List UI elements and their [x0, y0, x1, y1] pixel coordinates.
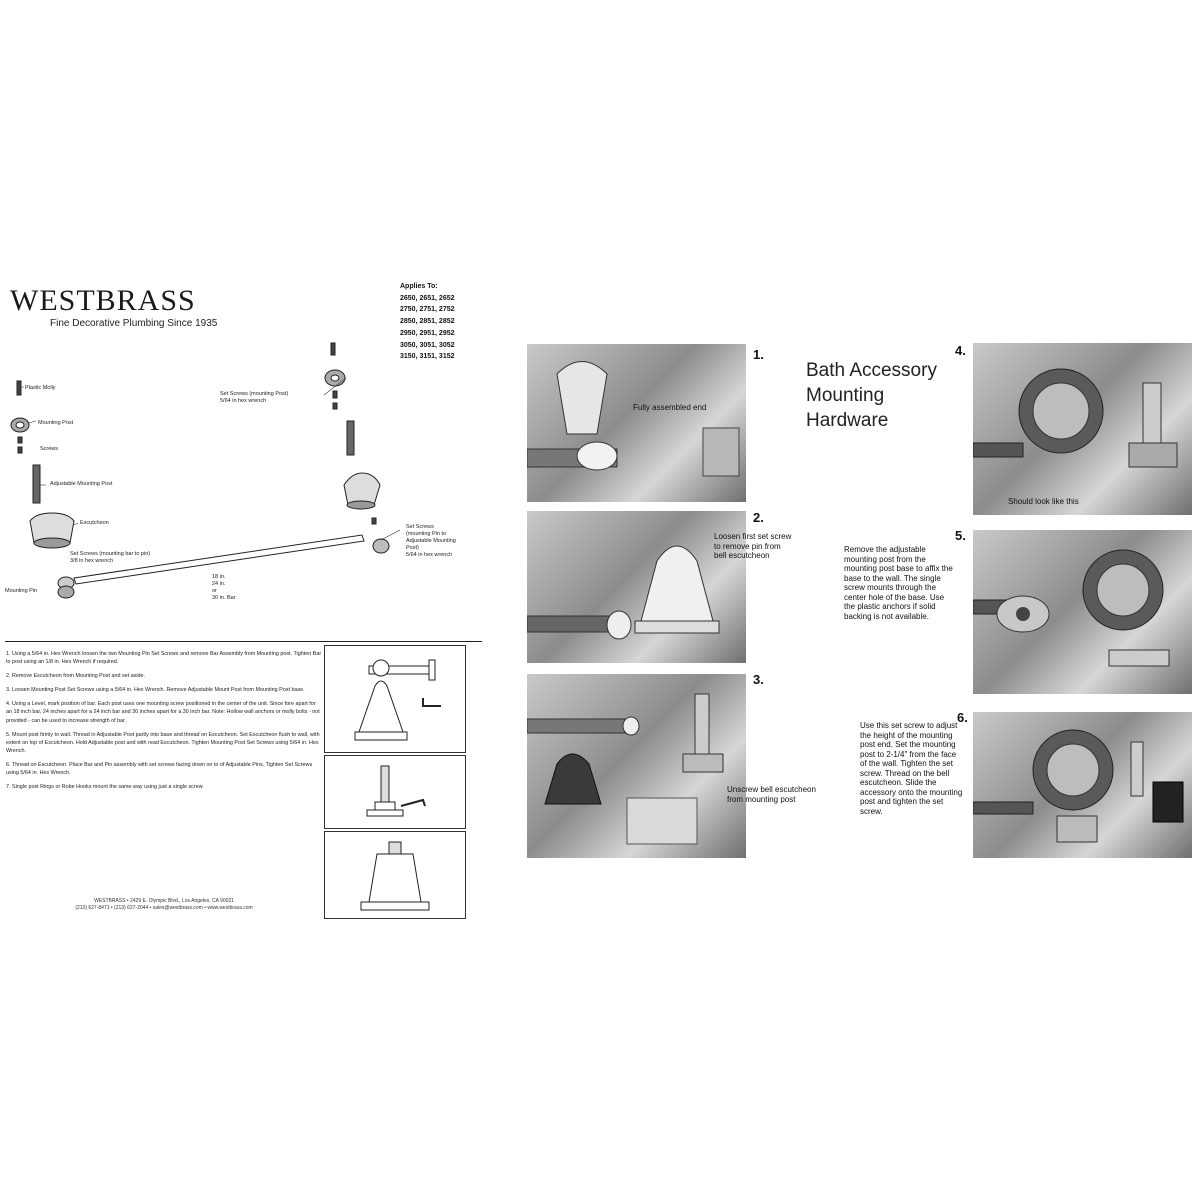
footer-address: WESTBRASS • 2429 E. Olympic Blvd., Los Angeles, CA 90021 — [94, 898, 234, 904]
illustration-box-1 — [324, 645, 466, 753]
instruction-steps — [6, 650, 322, 797]
label-line: (mounting Pin to — [406, 531, 447, 537]
bell-with-bar-illustration — [325, 646, 465, 752]
label-line: Set Screws (mounting bar to pin) — [70, 551, 151, 557]
label-line: Set Screws (mounting Post) — [220, 391, 289, 397]
label-set-screws-bar — [70, 551, 150, 565]
label-line: 5/64 in hex wrench — [406, 552, 453, 558]
label-set-screws-top — [220, 391, 288, 405]
caption-step-6: Use this set screw to adjust the height of the mounting post end. Set the mounting post to 2-1/4" from the face of the wall. Tighten the set screw. Thread on the bell escutcheon. Slide the accessory onto the mounting post and tighten the set screw. — [860, 721, 963, 816]
model-line: 2650, 2651, 2652 — [400, 294, 455, 302]
label-line: Set Screws — [406, 524, 434, 530]
step-text: 5. Mount post firmly to wall. Thread in Adjustable Post partly into base and thread on Escutcheon. Set Escutcheon flush to wall, with extent on top of Escutcheon. Hold Adjustable post and with read Escutcheon. Tighten Mounting Post Set Screws using 5/64 in. Hex Wrench. — [6, 731, 320, 754]
illustration-box-2 — [324, 755, 466, 829]
caption-line: Unscrew bell escutcheon — [727, 785, 816, 794]
company-footer — [6, 898, 322, 912]
disassembled-parts-illustration — [973, 343, 1192, 515]
brand-tagline: Fine Decorative Plumbing Since 1935 — [50, 318, 218, 329]
label-screws: Screws — [40, 446, 59, 452]
photo-step-1 — [527, 344, 746, 502]
brand-name: WESTBRASS — [10, 284, 196, 317]
label-mounting-post: Mounting Post — [38, 420, 74, 426]
step-text: 3. Loosen Mounting Post Set Screws using a 5/64 in. Hex Wrench. Remove Adjustable Mount Post from Mounting Post base. — [6, 687, 305, 694]
caption-step-5: Remove the adjustable mounting post from the mounting post base to affix the base to the wall. The single screw mounts through the center hole of the base. Use the plastic anchors if solid backing is not available. — [844, 545, 953, 621]
caption-step-2 — [714, 532, 791, 561]
label-escutcheon: Escutcheon — [80, 520, 109, 526]
label-line: or — [212, 588, 217, 594]
title-line: Hardware — [806, 410, 889, 431]
caption-line: Loosen first set screw — [714, 532, 792, 541]
model-line: 2850, 2851, 2852 — [400, 318, 455, 326]
model-line: 2950, 2951, 2952 — [400, 329, 455, 337]
height-adjust-illustration — [973, 712, 1192, 858]
step-text: 6. Thread on Escutcheon. Place Bar and Pin assembly with set screws facing down on to of Adjustable Pins. Tighten Set Screws using 5/64 in. Hex Wrench. — [6, 761, 313, 777]
label-line: Adjustable Mounting — [406, 538, 456, 544]
unscrew-escutcheon-illustration — [527, 674, 746, 858]
label-mounting-pin: Mounting Pin — [5, 588, 38, 594]
left-assembly-drawing — [11, 381, 74, 598]
label-bar-sizes — [212, 574, 236, 602]
model-line: 3150, 3151, 3152 — [400, 353, 455, 361]
step-number-5: 5. — [955, 528, 966, 543]
photo-step-6 — [973, 712, 1192, 858]
label-adjustable-post: Adjustable Mounting Post — [50, 481, 113, 487]
step-text: 7. Single post Rings or Robe Hooks mount the same way using just a single screw. — [6, 784, 204, 791]
label-line: 3/8 in hex wrench — [70, 558, 114, 564]
adjustable-post-illustration — [325, 756, 465, 828]
caption-step-3 — [727, 785, 816, 804]
step-number-1: 1. — [753, 347, 764, 362]
label-line: 18 in. — [212, 574, 226, 580]
title-line: Bath Accessory — [806, 360, 937, 381]
illustration-box-3 — [324, 831, 466, 919]
model-line: 3050, 3051, 3052 — [400, 341, 455, 349]
caption-line: bell escutcheon — [714, 551, 770, 560]
step-number-2: 2. — [753, 510, 764, 525]
step-number-4: 4. — [955, 343, 966, 358]
section-divider — [5, 641, 482, 642]
label-set-screws-right — [406, 524, 456, 559]
caption-step-1: Fully assembled end — [633, 403, 707, 412]
step-text: 1. Using a 5/64 in. Hex Wrench loosen the two Mounting Pin Set Screws and remove Bar Assembly from Mounting post. Tighten Bar to post using an 1/8 in. Hex Wrench if required. — [6, 651, 322, 666]
title-line: Mounting — [806, 385, 885, 406]
caption-line: to remove pin from — [714, 541, 781, 551]
applies-heading: Applies To: — [400, 283, 438, 290]
escutcheon-illustration — [325, 832, 465, 918]
caption-step-4: Should look like this — [1008, 497, 1079, 506]
right-assembly-drawing — [325, 343, 389, 553]
label-line: 30 in. Bar — [212, 595, 236, 601]
photo-step-4 — [973, 343, 1192, 515]
label-line: 5/64 in hex wrench — [220, 398, 267, 404]
label-line: 24 in. — [212, 581, 226, 587]
step-text: 2. Remove Escutcheon from Mounting Post and set aside. — [6, 673, 146, 680]
step-number-6: 6. — [957, 710, 968, 725]
label-plastic-molly: Plastic Molly — [25, 385, 56, 391]
assembled-end-illustration — [527, 344, 746, 502]
base-removed-illustration — [973, 530, 1192, 694]
footer-contact: (213) 627-8471 • (213) 627-2044 • sales@westbrass.com • www.westbrass.com — [75, 905, 253, 911]
step-number-3: 3. — [753, 672, 764, 687]
photo-step-5 — [973, 530, 1192, 694]
photo-step-3 — [527, 674, 746, 858]
step-text: 4. Using a Level, mark position of bar. Each post uses one mounting screw positioned in the center of the unit. Since fore apart for an 18 inch bar, 24 inches apart for a 24 inch bar and 30 inches apart for a 30 inch bar. Note: Hollow wall anchors or molly bolts - not provided - can be used to increase strength of bar. — [6, 701, 320, 724]
page-title — [806, 358, 966, 433]
model-line: 2750, 2751, 2752 — [400, 306, 455, 314]
label-line: Post) — [406, 545, 419, 551]
caption-line: from mounting post — [727, 794, 796, 804]
